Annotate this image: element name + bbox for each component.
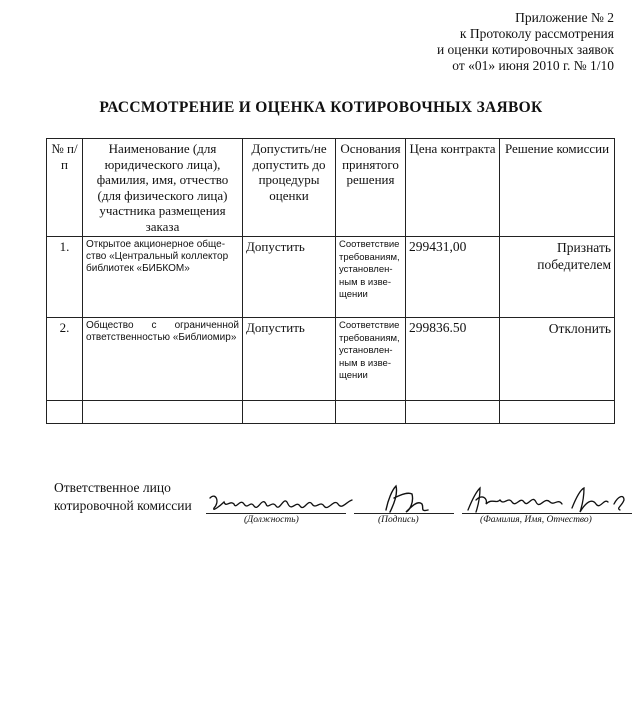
bids-table (46, 138, 615, 424)
annex-line-3: и оценки котировочных заявок (436, 42, 614, 57)
annex-line-1: Приложение № 2 (515, 10, 614, 25)
row-num: 1. (47, 237, 83, 318)
empty-cell (83, 401, 243, 424)
row-decision: Отклонить (500, 318, 615, 401)
row-participant: Открытое акционерное общество «Центральный коллектор библиотек «БИБКОМ» (83, 237, 243, 318)
responsible-label-line-2: котировочной комиссии (54, 498, 192, 513)
document-title: РАССМОТРЕНИЕ И ОЦЕНКА КОТИРОВОЧНЫХ ЗАЯВОК (99, 99, 543, 116)
handwritten-name (464, 484, 636, 516)
row-basis: Соответствие требованиям, установленным в извещении (336, 237, 406, 318)
header-price: Цена контракта (406, 139, 500, 237)
responsible-label-line-1: Ответственное лицо (54, 480, 171, 495)
row-num: 2. (47, 318, 83, 401)
caption-signature: (Подпись) (378, 515, 419, 525)
position-line (206, 513, 346, 514)
caption-name: (Фамилия, Имя, Отчество) (480, 515, 592, 525)
empty-cell (406, 401, 500, 424)
row-admission: Допустить (243, 318, 336, 401)
header-admission: Допустить/не допустить до процедуры оценки (243, 139, 336, 237)
table-row (47, 318, 615, 401)
empty-cell (243, 401, 336, 424)
empty-cell (336, 401, 406, 424)
caption-position: (Должность) (244, 515, 299, 525)
table-row-empty (47, 401, 615, 424)
row-admission: Допустить (243, 237, 336, 318)
annex-line-4: от «01» июня 2010 г. № 1/10 (452, 58, 614, 73)
row-price: 299431,00 (406, 237, 500, 318)
header-num: № п/п (47, 139, 83, 237)
header-decision: Решение комиссии (500, 139, 615, 237)
header-name: Наименование (для юридического лица), фамилия, имя, отчество (для физического лица) участника размещения заказа (83, 139, 243, 237)
header-basis: Основания принятого решения (336, 139, 406, 237)
empty-cell (500, 401, 615, 424)
table-header-row (47, 139, 615, 237)
annex-line-2: к Протоколу рассмотрения (459, 26, 614, 41)
row-basis: Соответствие требованиям, установленным в извещении (336, 318, 406, 401)
signature-mark (368, 482, 438, 516)
row-price: 299836.50 (406, 318, 500, 401)
responsible-label (54, 479, 192, 515)
row-decision: Признать победителем (500, 237, 615, 318)
annex-header (437, 10, 614, 74)
table-row (47, 237, 615, 318)
name-line (462, 513, 632, 514)
signature-line (354, 513, 454, 514)
row-participant: Общество с ограниченной ответственностью «Библиомир» (83, 318, 243, 401)
empty-cell (47, 401, 83, 424)
